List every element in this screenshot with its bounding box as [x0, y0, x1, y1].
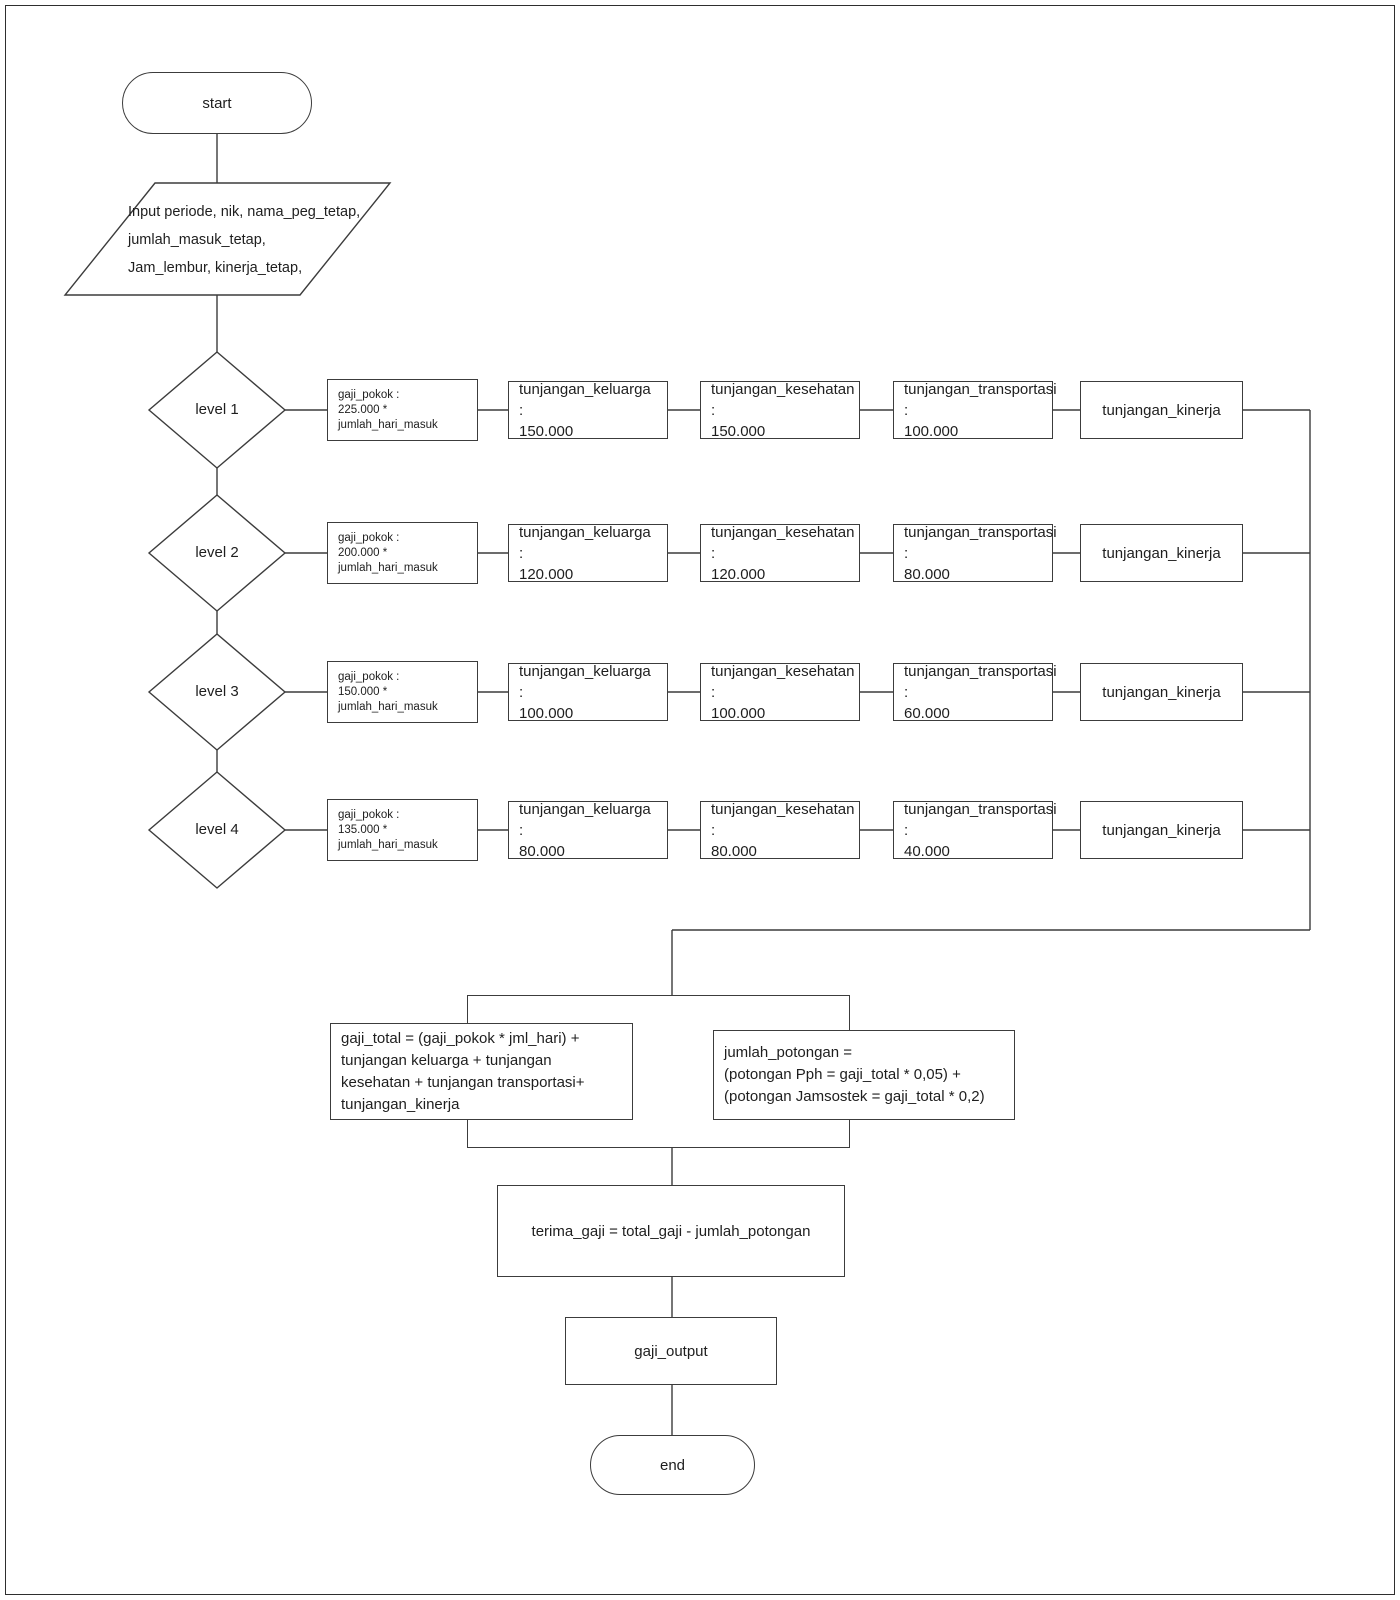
terima-gaji-label: terima_gaji = total_gaji - jumlah_potongan [531, 1222, 811, 1240]
gaji-pokok-line1: gaji_pokok : [338, 388, 400, 401]
tunjangan-kesehatan-line2: 100.000 [711, 704, 766, 722]
level-3-tunjangan-keluarga-box [508, 663, 668, 721]
decision-level-4-label: level 4 [195, 821, 239, 838]
tunjangan-kesehatan-line1: tunjangan_kesehatan : [711, 800, 855, 839]
tunjangan-transportasi-line2: 80.000 [904, 565, 950, 583]
level-2-tunjangan-transportasi-box [893, 523, 1057, 583]
tunjangan-transportasi-line1: tunjangan_transportasi : [904, 800, 1057, 839]
level-1-tunjangan-kinerja-box [1080, 381, 1243, 439]
start-label: start [202, 94, 232, 112]
level-1-tunjangan-kesehatan-box [700, 381, 860, 439]
level-1-tunjangan-keluarga-box [508, 381, 668, 439]
jumlah-potongan-line2: (potongan Pph = gaji_total * 0,05) + [724, 1066, 961, 1083]
gaji-total-line1: gaji_total = (gaji_pokok * jml_hari) + [341, 1029, 580, 1047]
gaji-pokok-line1: gaji_pokok : [338, 808, 400, 821]
gaji-output-box [565, 1317, 777, 1385]
tunjangan-keluarga-line2: 80.000 [519, 842, 565, 860]
input-text [128, 198, 360, 282]
level-4-tunjangan-kinerja-box [1080, 801, 1243, 859]
tunjangan-keluarga-line1: tunjangan_keluarga : [519, 662, 651, 701]
level-2-tunjangan-keluarga-box [508, 524, 668, 582]
jumlah-potongan-line3: (potongan Jamsostek = gaji_total * 0,2) [724, 1088, 985, 1105]
gaji-pokok-line2: 200.000 * jumlah_hari_masuk [338, 546, 438, 574]
tunjangan-kesehatan-line1: tunjangan_kesehatan : [711, 380, 855, 419]
level-1-tunjangan-transportasi-box [893, 380, 1057, 440]
tunjangan-kinerja-label: tunjangan_kinerja [1102, 821, 1221, 839]
tunjangan-kesehatan-line1: tunjangan_kesehatan : [711, 523, 855, 562]
tunjangan-transportasi-line2: 40.000 [904, 842, 950, 860]
level-4-tunjangan-kesehatan-box [700, 801, 860, 859]
tunjangan-transportasi-line1: tunjangan_transportasi : [904, 523, 1057, 562]
tunjangan-kesehatan-line2: 150.000 [711, 422, 766, 440]
gaji-total-box [330, 1023, 633, 1120]
input-line-3: Jam_lembur, kinerja_tetap, [128, 260, 303, 276]
gaji-output-label: gaji_output [634, 1342, 708, 1360]
tunjangan-keluarga-line2: 150.000 [519, 422, 574, 440]
decision-level-1-label: level 1 [195, 401, 239, 418]
tunjangan-keluarga-line1: tunjangan_keluarga : [519, 523, 651, 562]
level-4-tunjangan-transportasi-box [893, 800, 1057, 860]
terima-gaji-box [497, 1185, 845, 1277]
level-2-tunjangan-kinerja-box [1080, 524, 1243, 582]
gaji-pokok-line2: 135.000 * jumlah_hari_masuk [338, 823, 438, 851]
tunjangan-transportasi-line1: tunjangan_transportasi : [904, 380, 1057, 419]
tunjangan-keluarga-line1: tunjangan_keluarga : [519, 380, 651, 419]
tunjangan-transportasi-line1: tunjangan_transportasi : [904, 662, 1057, 701]
tunjangan-keluarga-line2: 100.000 [519, 704, 574, 722]
tunjangan-kesehatan-line2: 120.000 [711, 565, 766, 583]
gaji-pokok-line2: 150.000 * jumlah_hari_masuk [338, 685, 438, 713]
level-4-tunjangan-keluarga-box [508, 801, 668, 859]
tunjangan-keluarga-line1: tunjangan_keluarga : [519, 800, 651, 839]
jumlah-potongan-box [713, 1030, 1015, 1120]
tunjangan-kesehatan-line2: 80.000 [711, 842, 757, 860]
gaji-pokok-line1: gaji_pokok : [338, 531, 400, 544]
gaji-pokok-line1: gaji_pokok : [338, 670, 400, 683]
level-3-gaji-pokok-box [327, 661, 478, 723]
tunjangan-transportasi-line2: 60.000 [904, 704, 950, 722]
gaji-pokok-line2: 225.000 * jumlah_hari_masuk [338, 403, 438, 431]
tunjangan-kesehatan-line1: tunjangan_kesehatan : [711, 662, 855, 701]
decision-level-2-label: level 2 [195, 544, 239, 561]
gaji-total-line3: kesehatan + tunjangan transportasi+ [341, 1073, 585, 1091]
input-line-1: Input periode, nik, nama_peg_tetap, [128, 204, 361, 220]
jumlah-potongan-line1: jumlah_potongan = [724, 1044, 853, 1061]
level-2-tunjangan-kesehatan-box [700, 524, 860, 582]
tunjangan-kinerja-label: tunjangan_kinerja [1102, 401, 1221, 419]
gaji-total-line2: tunjangan keluarga + tunjangan [341, 1051, 552, 1069]
end-terminator [590, 1435, 755, 1495]
level-3-tunjangan-transportasi-box [893, 662, 1057, 722]
gaji-total-line4: tunjangan_kinerja [341, 1095, 460, 1113]
level-3-tunjangan-kinerja-box [1080, 663, 1243, 721]
level-3-tunjangan-kesehatan-box [700, 663, 860, 721]
input-line-2: jumlah_masuk_tetap, [128, 232, 266, 248]
tunjangan-kinerja-label: tunjangan_kinerja [1102, 683, 1221, 701]
level-1-gaji-pokok-box [327, 379, 478, 441]
tunjangan-kinerja-label: tunjangan_kinerja [1102, 544, 1221, 562]
tunjangan-transportasi-line2: 100.000 [904, 422, 959, 440]
level-2-gaji-pokok-box [327, 522, 478, 584]
decision-level-3-label: level 3 [195, 683, 239, 700]
level-4-gaji-pokok-box [327, 799, 478, 861]
tunjangan-keluarga-line2: 120.000 [519, 565, 574, 583]
start-terminator [122, 72, 312, 134]
end-label: end [659, 1456, 686, 1474]
